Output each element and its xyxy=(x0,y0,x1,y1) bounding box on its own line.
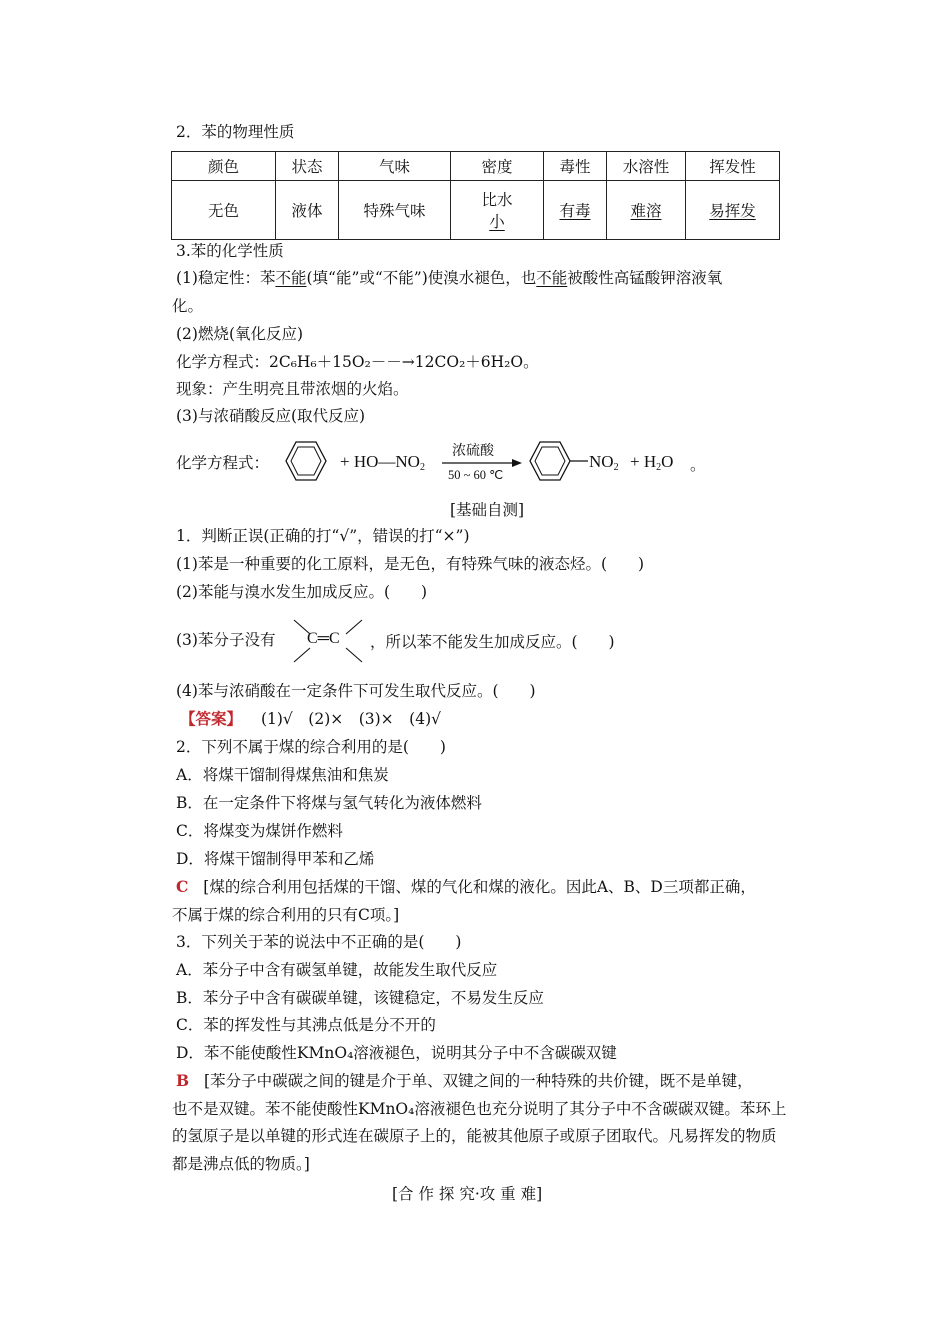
question-2-explanation-1 xyxy=(176,877,756,897)
nitric-acid-text: + HO—NO xyxy=(340,452,420,471)
question-3: 3．下列关于苯的说法中不正确的是( ) xyxy=(176,933,462,951)
question-2-explanation-2: 不属于煤的综合利用的只有C项。] xyxy=(172,906,400,924)
stability-text-a: (1)稳定性：苯 xyxy=(176,269,276,287)
question-3-answer: B xyxy=(176,1071,190,1090)
question-3-option-a: A．苯分子中含有碳氢单键，故能发生取代反应 xyxy=(176,961,498,979)
physical-properties-table xyxy=(171,151,780,240)
water-subscript: 2 xyxy=(656,462,662,473)
double-bond-label: C═C xyxy=(307,630,340,647)
header-density: 密度 xyxy=(451,152,544,181)
combustion-phenomenon: 现象：产生明亮且带浓烟的火焰。 xyxy=(176,380,409,398)
table-value-row xyxy=(172,181,780,240)
water-o: O xyxy=(661,452,674,471)
water-h: + H xyxy=(630,452,657,471)
nitro-group xyxy=(589,452,619,473)
question-1-item-1: (1)苯是一种重要的化工原料，是无色，有特殊气味的液态烃。( ) xyxy=(176,555,645,573)
question-3-exp-text-1: [苯分子中碳碳之间的键是介于单、双键之间的一种特殊的共价键，既不是单键， xyxy=(204,1072,753,1090)
question-3-explanation-1 xyxy=(176,1071,753,1091)
stability-answer-2: 不能 xyxy=(536,269,568,287)
value-density xyxy=(451,181,544,240)
question-3-explanation-4: 都是沸点低的物质。] xyxy=(172,1155,310,1173)
catalyst-label: 浓硫酸 xyxy=(452,443,494,459)
stability-text-e: 被酸性高锰酸钾溶液氧 xyxy=(567,269,723,287)
nitro-text: NO xyxy=(589,452,614,471)
question-3-explanation-2: 也不是双键。苯不能使酸性KMnO₄溶液褪色也充分说明了其分子中不含碳碳双键。苯环上 xyxy=(172,1100,787,1118)
value-color: 无色 xyxy=(172,181,276,240)
nitric-acid-subscript: 2 xyxy=(419,462,425,473)
table-header-row xyxy=(172,152,780,181)
question-1: 1．判断正误(正确的打“√”，错误的打“×”) xyxy=(176,527,470,545)
header-odor: 气味 xyxy=(339,152,451,181)
stability-text-c: (填“能”或“不能”)使溴水褪色，也 xyxy=(306,269,537,287)
question-2-option-a: A．将煤干馏制得煤焦油和焦炭 xyxy=(176,766,389,784)
nitrobenzene-ring-icon xyxy=(528,440,590,482)
combustion-equation: 化学方程式：2C₆H₆＋15O₂－－→12CO₂＋6H₂O。 xyxy=(176,353,539,371)
question-1-item-3-a: (3)苯分子没有 xyxy=(176,631,276,649)
section-title-physical: 2．苯的物理性质 xyxy=(176,123,295,141)
answer-text: (1)√ (2)× (3)× (4)√ xyxy=(260,710,442,728)
question-2: 2．下列不属于煤的综合利用的是( ) xyxy=(176,738,446,756)
nitric-acid-formula xyxy=(340,452,425,473)
value-state: 液体 xyxy=(276,181,339,240)
value-toxicity: 有毒 xyxy=(544,181,607,240)
value-density-line1: 比水 xyxy=(481,191,513,209)
nitration-label: 化学方程式： xyxy=(176,454,270,472)
value-density-line2: 小 xyxy=(489,213,505,231)
benzene-ring-icon xyxy=(284,440,328,482)
stability-line-cont: 化。 xyxy=(172,297,204,315)
temperature-label: 50 ~ 60 ℃ xyxy=(448,468,504,482)
question-3-option-c: C．苯的挥发性与其沸点低是分不开的 xyxy=(176,1016,436,1034)
answer-tag: 【答案】 xyxy=(180,709,243,728)
combustion-title: (2)燃烧(氧化反应) xyxy=(176,325,304,343)
value-solubility: 难溶 xyxy=(607,181,686,240)
question-1-item-4: (4)苯与浓硝酸在一定条件下可发生取代反应。( ) xyxy=(176,682,536,700)
question-1-item-3-b: ，所以苯不能发生加成反应。( ) xyxy=(370,633,615,651)
question-2-option-c: C．将煤变为煤饼作燃料 xyxy=(176,822,343,840)
question-3-explanation-3: 的氢原子是以单键的形式连在碳原子上的，能被其他原子或原子团取代。凡易挥发的物质 xyxy=(172,1127,777,1145)
header-state: 状态 xyxy=(276,152,339,181)
value-volatility: 易挥发 xyxy=(686,181,780,240)
header-color: 颜色 xyxy=(172,152,276,181)
stability-line xyxy=(176,268,722,288)
nitro-subscript: 2 xyxy=(613,462,619,473)
self-test-heading: [基础自测] xyxy=(450,501,525,519)
stability-answer-1: 不能 xyxy=(275,269,307,287)
question-3-option-d: D．苯不能使酸性KMnO₄溶液褪色，说明其分子中不含碳碳双键 xyxy=(176,1044,617,1062)
question-2-answer: C xyxy=(176,877,189,896)
value-odor: 特殊气味 xyxy=(339,181,451,240)
header-solubility: 水溶性 xyxy=(607,152,686,181)
question-2-exp-text-1: [煤的综合利用包括煤的干馏、煤的气化和煤的液化。因此A、B、D三项都正确， xyxy=(203,878,756,896)
section-title-chemical: 3.苯的化学性质 xyxy=(176,242,284,260)
question-2-option-b: B．在一定条件下将煤与氢气转化为液体燃料 xyxy=(176,794,482,812)
water-formula xyxy=(630,452,673,473)
header-toxicity: 毒性 xyxy=(544,152,607,181)
answer-line xyxy=(180,709,441,729)
nitration-title: (3)与浓硝酸反应(取代反应) xyxy=(176,407,366,425)
question-1-item-2: (2)苯能与溴水发生加成反应。( ) xyxy=(176,583,428,601)
question-2-option-d: D．将煤干馏制得甲苯和乙烯 xyxy=(176,850,375,868)
section-footer-heading: [合 作 探 究·攻 重 难] xyxy=(392,1185,543,1203)
header-volatility: 挥发性 xyxy=(686,152,780,181)
question-3-option-b: B．苯分子中含有碳碳单键，该键稳定，不易发生反应 xyxy=(176,989,544,1007)
equation-end: 。 xyxy=(690,456,706,474)
